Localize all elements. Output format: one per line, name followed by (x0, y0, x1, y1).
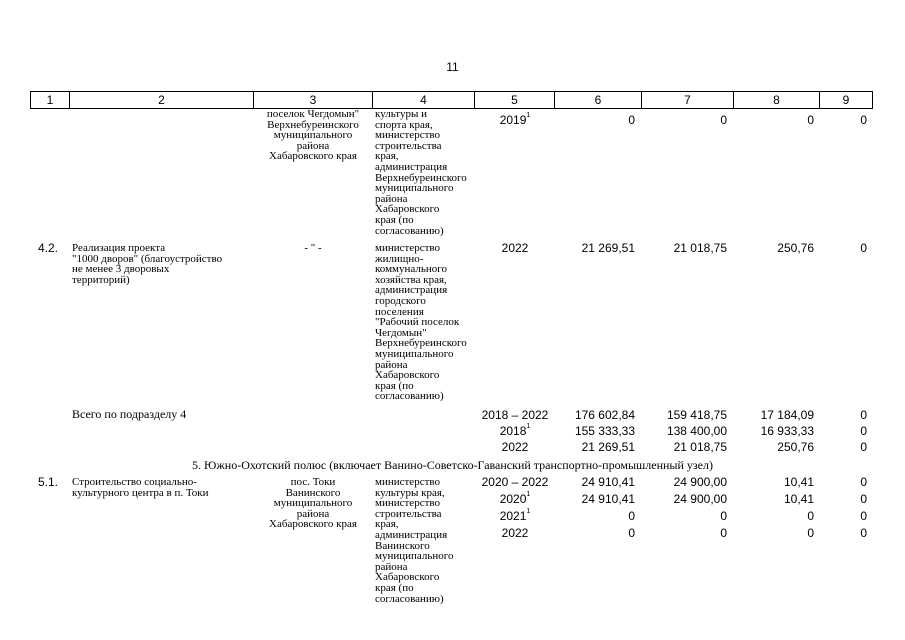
subtotal-label: Всего по подразделу 4 (72, 407, 187, 421)
subtotal-row-3-v7: 21 018,75 (673, 440, 727, 454)
row-5-1-line-2-v9: 0 (860, 492, 867, 506)
subtotal-row-1-year: 2018 – 2022 (481, 408, 549, 422)
subtotal-row-3-year: 2022 (501, 440, 529, 454)
row-5-1-line-3-year: 2021$^1$ (499, 508, 531, 523)
row-5-1-line-3-v7: 0 (720, 509, 727, 523)
row-4-2-executors: министерство жилищно- коммунального хозяйства края, администрация городского поселения "Рабочий поселок Чегдомын" Верхнебуреинского муниципального района Хабаровского края (по согласованию) (375, 242, 467, 403)
cont-row-location: поселок Чегдомын" Верхнебуреинского муниципального района Хабаровского края (266, 108, 360, 163)
header-col-5: 5 (475, 92, 555, 109)
row-5-1-line-4-v7: 0 (720, 526, 727, 540)
subtotal-row-1-v6: 176 602,84 (574, 408, 635, 422)
header-col-9: 9 (820, 92, 873, 109)
subtotal-row-3-v8: 250,76 (777, 440, 814, 454)
row-5-1-line-4-year: 2022 (501, 526, 529, 540)
row-5-1-line-2-year: 2020$^1$ (499, 491, 531, 506)
cont-row-v6: 0 (628, 113, 635, 127)
subtotal-row-2-year: 2018$^1$ (499, 423, 531, 438)
row-5-1-line-3-v9: 0 (860, 509, 867, 523)
row-5-1-line-3-v8: 0 (807, 509, 814, 523)
page-number: 11 (446, 60, 459, 74)
cont-row-v8: 0 (807, 113, 814, 127)
subtotal-row-2-v7: 138 400,00 (666, 424, 727, 438)
subtotal-row-2-v6: 155 333,33 (574, 424, 635, 438)
row-5-1-line-1-v6: 24 910,41 (581, 475, 635, 489)
row-5-1-line-4-v9: 0 (860, 526, 867, 540)
row-5-1-line-4-v8: 0 (807, 526, 814, 540)
row-5-1-line-4-v6: 0 (628, 526, 635, 540)
cont-row-executors: культуры и спорта края, министерство строительства края, администрация Верхнебуреинского муниципального района Хабаровского края (по согласованию) (375, 108, 467, 237)
subtotal-row-2-v9: 0 (860, 424, 867, 438)
row-5-1-number: 5.1. (38, 475, 59, 489)
row-4-2-v6: 21 269,51 (581, 241, 635, 255)
header-col-6: 6 (555, 92, 642, 109)
subtotal-row-3-v9: 0 (860, 440, 867, 454)
row-5-1-line-1-v8: 10,41 (783, 475, 814, 489)
row-4-2-v8: 250,76 (777, 241, 814, 255)
cont-row-year: 2019$^1$ (499, 112, 531, 127)
section-5-title: 5. Южно-Охотский полюс (включает Ванино-Советско-Гаванский транспортно-промышленный узел) (192, 458, 713, 472)
row-4-2-location: - " - (304, 242, 322, 254)
row-5-1-line-1-year: 2020 – 2022 (481, 475, 549, 489)
header-col-1: 1 (31, 92, 70, 109)
row-4-2-v7: 21 018,75 (673, 241, 727, 255)
header-col-7: 7 (642, 92, 734, 109)
header-row (31, 92, 873, 109)
subtotal-row-3-v6: 21 269,51 (581, 440, 635, 454)
row-4-2-number: 4.2. (38, 241, 59, 255)
row-5-1-executors: министерство культуры края, министерство строительства края, администрация Ванинского муниципального района Хабаровского края (по согласованию) (375, 476, 454, 605)
subtotal-row-1-v8: 17 184,09 (760, 408, 814, 422)
row-5-1-name: Строительство социально- культурного центра в п. Токи (72, 476, 209, 499)
cont-row-v7: 0 (720, 113, 727, 127)
column-header-table (30, 91, 873, 109)
subtotal-row-1-v7: 159 418,75 (666, 408, 727, 422)
header-col-4: 4 (373, 92, 475, 109)
subtotal-row-1-v9: 0 (860, 408, 867, 422)
row-5-1-location: пос. Токи Ванинского муниципального района Хабаровского края (269, 476, 357, 531)
header-col-3: 3 (254, 92, 373, 109)
header-col-2: 2 (70, 92, 254, 109)
row-4-2-v9: 0 (860, 241, 867, 255)
row-5-1-line-1-v7: 24 900,00 (673, 475, 727, 489)
cont-row-v9: 0 (860, 113, 867, 127)
subtotal-row-2-v8: 16 933,33 (760, 424, 814, 438)
row-5-1-line-3-v6: 0 (628, 509, 635, 523)
row-5-1-line-2-v6: 24 910,41 (581, 492, 635, 506)
row-4-2-name: Реализация проекта "1000 дворов" (благоустройство не менее 3 дворовых территорий) (72, 242, 223, 286)
row-5-1-line-2-v8: 10,41 (783, 492, 814, 506)
header-col-8: 8 (734, 92, 820, 109)
row-4-2-year: 2022 (501, 241, 529, 255)
row-5-1-line-1-v9: 0 (860, 475, 867, 489)
row-5-1-line-2-v7: 24 900,00 (673, 492, 727, 506)
